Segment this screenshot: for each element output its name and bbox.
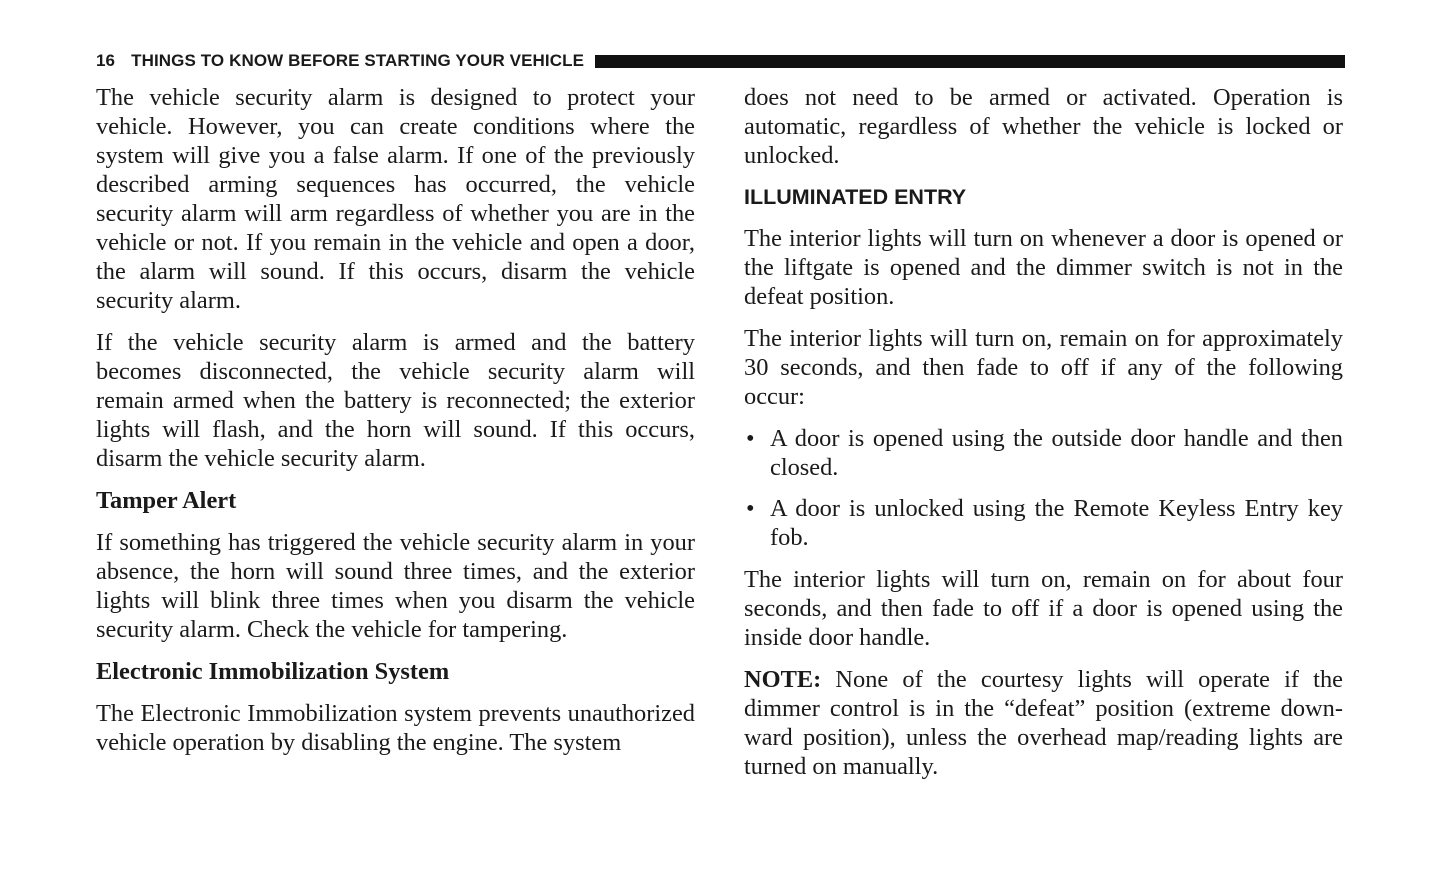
note-label: NOTE: xyxy=(744,666,822,693)
illuminated-entry-paragraph-2: The interior lights will turn on, remain on for approximately 30 seconds, and then fade to off if any of the following occur: xyxy=(744,325,1343,410)
illuminated-entry-paragraph-1: The interior lights will turn on whenever a door is opened or the liftgate is opened and the dimmer switch is not in the defeat position. xyxy=(744,225,1343,310)
right-column xyxy=(744,83,1343,794)
battery-disconnect-paragraph: If the vehicle security alarm is armed and the battery becomes disconnected, the vehicle security alarm will remain armed when the battery is reconnected; the exterior lights will flash, and the horn will sound. If this occurs, disarm the vehicle security alarm. xyxy=(96,329,695,472)
bullet-icon: • xyxy=(746,425,755,452)
page-number: 16 xyxy=(96,51,116,70)
list-item xyxy=(744,494,1343,552)
immobilization-continuation: does not need to be armed or activated. Operation is automatic, regardless of whether the vehicle is locked or unlocked. xyxy=(744,84,1343,169)
immobilization-paragraph: The Electronic Immobilization system prevents unauthorized vehicle operation by disabling the engine. The system xyxy=(96,700,695,756)
note-text: None of the courtesy lights will operate if the dimmer control is in the “defeat” position (extreme downward position), unless the overhead map/reading lights are turned on manually. xyxy=(744,666,1343,780)
alarm-false-alarm-paragraph: The vehicle security alarm is designed to protect your vehicle. However, you can create conditions where the system will give you a false alarm. If one of the previously described arming sequences has occurred, the vehicle security alarm will arm regardless of whether you are in the vehicle or not. If you remain in the vehicle and open a door, the alarm will sound. If this occurs, disarm the vehicle security alarm. xyxy=(96,84,695,314)
illuminated-entry-paragraph-3: The interior lights will turn on, remain on for about four seconds, and then fade to off if a door is opened using the inside door handle. xyxy=(744,566,1343,651)
bullet-icon: • xyxy=(746,495,755,522)
conditions-list xyxy=(744,424,1343,552)
left-column xyxy=(96,83,695,770)
note-paragraph xyxy=(744,665,1343,781)
header-rule xyxy=(595,55,1345,68)
list-item-text: A door is opened using the outside door handle and then closed. xyxy=(770,425,1343,481)
page-header xyxy=(96,50,1345,72)
immobilization-heading: Electronic Immobilization System xyxy=(96,658,450,685)
illuminated-entry-heading: ILLUMINATED ENTRY xyxy=(744,185,967,209)
list-item xyxy=(744,424,1343,482)
list-item-text: A door is unlocked using the Remote Keyless Entry key fob. xyxy=(770,495,1343,551)
tamper-alert-heading: Tamper Alert xyxy=(96,487,237,514)
tamper-alert-paragraph: If something has triggered the vehicle security alarm in your absence, the horn will sound three times, and the exterior lights will blink three times when you disarm the vehicle security alarm. Check the vehicle for tampering. xyxy=(96,529,695,643)
chapter-title: THINGS TO KNOW BEFORE STARTING YOUR VEHICLE xyxy=(131,51,585,70)
